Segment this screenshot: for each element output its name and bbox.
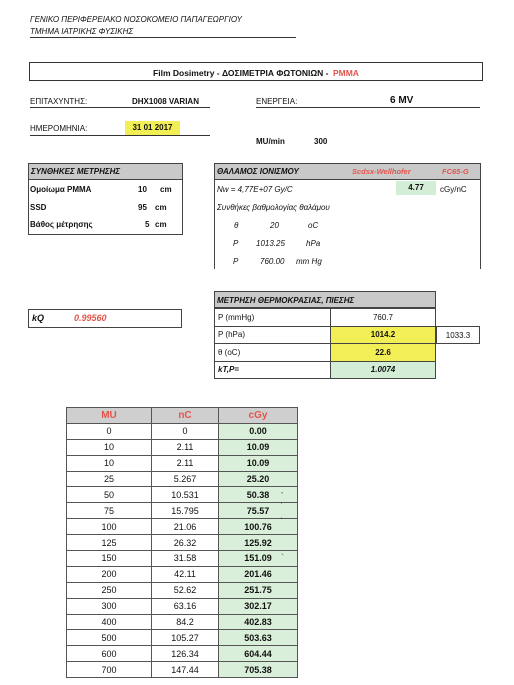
conditions-unit-ssd: cm: [155, 203, 167, 212]
kq-box: [28, 309, 182, 328]
dose-table-header: [67, 408, 298, 424]
cgy-cell: 402.83: [219, 614, 298, 630]
table-row: [67, 503, 298, 519]
pressure-table: [214, 308, 436, 379]
table-row: [67, 582, 298, 598]
mu-cell: 0: [67, 423, 152, 439]
mu-min-value: 300: [314, 137, 328, 146]
cgy-cell: 75.57: [219, 503, 298, 519]
conditions-title: ΣΥΝΘΗΚΕΣ ΜΕΤΡΗΣΗΣ: [29, 164, 182, 180]
pen-mark: ˳: [281, 487, 284, 494]
cal-pressure-hpa-symbol: P: [233, 239, 239, 248]
table-row: [67, 455, 298, 471]
table-row: [67, 551, 298, 567]
table-row: [67, 630, 298, 646]
pen-mark: ⸜: [281, 551, 285, 557]
dose-table: [66, 407, 298, 678]
header-cgy: cGy: [219, 408, 298, 424]
ktp-value: 1.0074: [331, 361, 436, 379]
pressure-hpa-extra: 1033.3: [436, 326, 480, 344]
mu-cell: 500: [67, 630, 152, 646]
nc-cell: 26.32: [152, 535, 219, 551]
table-row: [67, 423, 298, 439]
cgy-cell: 0.00: [219, 423, 298, 439]
nw-value: 4.77: [396, 181, 436, 195]
mu-cell: 25: [67, 471, 152, 487]
conditions-value-depth: 5: [145, 220, 150, 229]
conditions-label-phantom: Ομοίωμα PMMA: [30, 185, 92, 194]
mu-cell: 400: [67, 614, 152, 630]
chamber-maker: Scdsx-Wellhofer: [352, 167, 411, 176]
cgy-cell: 302.17: [219, 598, 298, 614]
nw-unit: cGy/nC: [440, 185, 467, 194]
mu-min-label: MU/min: [256, 137, 285, 146]
header-underline: [30, 37, 296, 38]
mu-cell: 150: [67, 551, 152, 567]
nc-cell: 42.11: [152, 566, 219, 582]
pressure-label-mmhg: P (mmHg): [215, 309, 331, 327]
table-row: [67, 614, 298, 630]
mu-cell: 700: [67, 662, 152, 678]
cal-pressure-mmhg-unit: mm Hg: [296, 257, 322, 266]
title-main: Film Dosimetry - ΔΟΣΙΜΕΤΡΙΑ ΦΩΤΟΝΙΩΝ -: [153, 68, 329, 78]
cal-temp-value: 20: [270, 221, 279, 230]
cgy-cell: 100.76: [219, 519, 298, 535]
calibration-title: Συνθήκες βαθμολογίας θαλάμου: [217, 203, 330, 212]
title-accent: PMMA: [332, 68, 359, 78]
table-row: [67, 535, 298, 551]
nc-cell: 0: [152, 423, 219, 439]
hospital-name: ΓΕΝΙΚΟ ΠΕΡΙΦΕΡΕΙΑΚΟ ΝΟΣΟΚΟΜΕΙΟ ΠΑΠΑΓΕΩΡΓΙΟΥ: [30, 15, 243, 24]
cgy-cell: 125.92: [219, 535, 298, 551]
conditions-unit-depth: cm: [155, 220, 167, 229]
cgy-cell: 251.75: [219, 582, 298, 598]
pressure-row-hpa: [215, 326, 436, 344]
nc-cell: 15.795: [152, 503, 219, 519]
conditions-unit-phantom: cm: [160, 185, 172, 194]
nc-cell: 2.11: [152, 455, 219, 471]
conditions-value-ssd: 95: [138, 203, 147, 212]
table-row: [67, 566, 298, 582]
mu-cell: 300: [67, 598, 152, 614]
pressure-title: ΜΕΤΡΗΣΗ ΘΕΡΜΟΚΡΑΣΙΑΣ, ΠΙΕΣΗΣ: [214, 291, 436, 308]
mu-cell: 125: [67, 535, 152, 551]
chamber-model: FC65-G: [442, 167, 469, 176]
mu-cell: 250: [67, 582, 152, 598]
header-mu: MU: [67, 408, 152, 424]
temperature-label: θ (oC): [215, 344, 331, 362]
table-row: [67, 519, 298, 535]
energy-underline: [256, 107, 480, 108]
nc-cell: 126.34: [152, 646, 219, 662]
chamber-panel: [214, 163, 481, 269]
cgy-cell: 10.09: [219, 439, 298, 455]
cal-temp-symbol: θ: [234, 221, 239, 230]
cal-pressure-mmhg-value: 760.00: [260, 257, 285, 266]
mu-cell: 200: [67, 566, 152, 582]
date-label: ΗΜΕΡΟΜΗΝΙΑ:: [30, 124, 88, 133]
cal-pressure-mmhg-symbol: P: [233, 257, 239, 266]
accelerator-value: DHX1008 VARIAN: [132, 97, 199, 106]
cgy-cell: 151.09: [219, 551, 298, 567]
nc-cell: 10.531: [152, 487, 219, 503]
table-row: [67, 646, 298, 662]
nc-cell: 84.2: [152, 614, 219, 630]
kq-value: 0.99560: [74, 313, 107, 323]
ktp-label: kT,P=: [215, 361, 331, 379]
cgy-cell: 604.44: [219, 646, 298, 662]
nc-cell: 52.62: [152, 582, 219, 598]
mu-cell: 75: [67, 503, 152, 519]
date-underline: [30, 135, 210, 136]
pressure-row-temp: [215, 344, 436, 362]
table-row: [67, 471, 298, 487]
kq-label: kQ: [32, 313, 45, 323]
conditions-label-ssd: SSD: [30, 203, 47, 212]
cgy-cell: 503.63: [219, 630, 298, 646]
ktp-row: [215, 361, 436, 379]
pressure-row-mmhg: [215, 309, 436, 327]
table-row: [67, 487, 298, 503]
temperature-value: 22.6: [331, 344, 436, 362]
table-row: [67, 439, 298, 455]
cal-temp-unit: oC: [308, 221, 319, 230]
nc-cell: 105.27: [152, 630, 219, 646]
header-nc: nC: [152, 408, 219, 424]
cal-pressure-hpa-value: 1013.25: [256, 239, 285, 248]
table-row: [67, 598, 298, 614]
nc-cell: 147.44: [152, 662, 219, 678]
table-row: [67, 662, 298, 678]
pressure-value-mmhg: 760.7: [331, 309, 436, 327]
accelerator-label: ΕΠΙΤΑΧΥΝΤΗΣ:: [30, 97, 88, 106]
energy-label: ΕΝΕΡΓΕΙΑ:: [256, 97, 298, 106]
nc-cell: 2.11: [152, 439, 219, 455]
cal-pressure-hpa-unit: hPa: [306, 239, 321, 248]
energy-value: 6 MV: [390, 95, 414, 106]
pen-mark: ’: [281, 503, 283, 509]
cgy-cell: 201.46: [219, 566, 298, 582]
pen-mark: ’: [281, 518, 283, 524]
mu-cell: 10: [67, 439, 152, 455]
mu-cell: 50: [67, 487, 152, 503]
conditions-label-depth: Βάθος μέτρησης: [30, 220, 93, 229]
nw-label: Nw = 4,77E+07 Gy/C: [217, 185, 293, 194]
conditions-value-phantom: 10: [138, 185, 147, 194]
mu-cell: 10: [67, 455, 152, 471]
department-name: ΤΜΗΜΑ ΙΑΤΡΙΚΗΣ ΦΥΣΙΚΗΣ: [30, 27, 134, 36]
cgy-cell: 50.38: [219, 487, 298, 503]
document-title: [29, 62, 483, 81]
pressure-value-hpa: 1014.2: [331, 326, 436, 344]
cgy-cell: 10.09: [219, 455, 298, 471]
cgy-cell: 705.38: [219, 662, 298, 678]
cgy-cell: 25.20: [219, 471, 298, 487]
nc-cell: 31.58: [152, 551, 219, 567]
date-value: 31 01 2017: [125, 121, 180, 135]
accelerator-underline: [30, 107, 210, 108]
mu-cell: 100: [67, 519, 152, 535]
nc-cell: 63.16: [152, 598, 219, 614]
nc-cell: 21.06: [152, 519, 219, 535]
chamber-title: ΘΑΛΑΜΟΣ ΙΟΝΙΣΜΟΥ: [217, 167, 299, 176]
pressure-label-hpa: P (hPa): [215, 326, 331, 344]
nc-cell: 5.267: [152, 471, 219, 487]
mu-cell: 600: [67, 646, 152, 662]
